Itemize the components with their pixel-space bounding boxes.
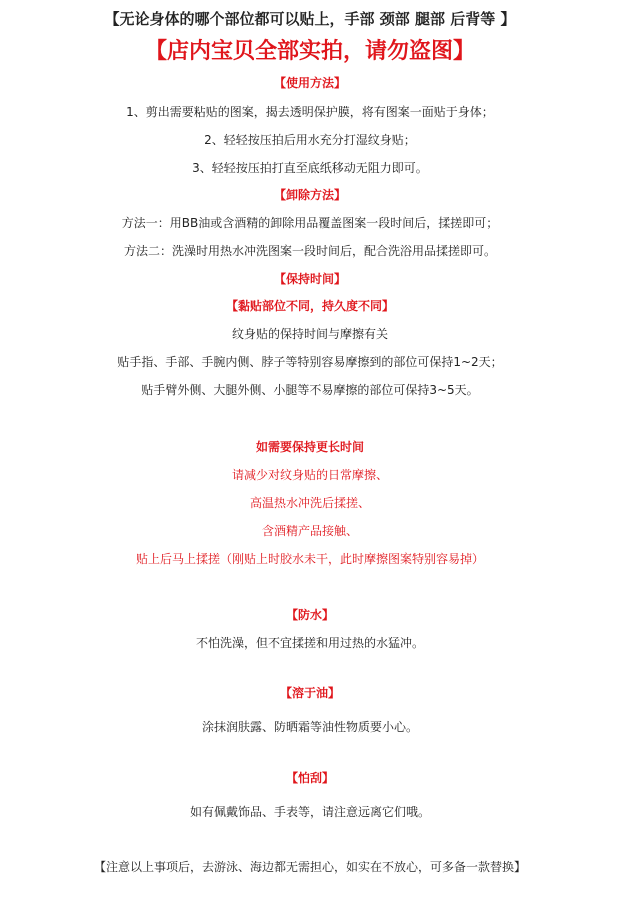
duration-heading: 【保持时间】 xyxy=(273,272,346,286)
usage-step-3: 3、轻轻按压拍打直至底纸移动无阻力即可。 xyxy=(192,161,428,175)
waterproof-heading: 【防水】 xyxy=(285,608,334,622)
longer-line-1: 请减少对纹身贴的日常摩擦、 xyxy=(231,468,388,482)
longer-line-3: 含酒精产品接触、 xyxy=(261,524,358,538)
waterproof-text: 不怕洗澡，但不宜揉搓和用过热的水猛冲。 xyxy=(195,636,424,650)
scratch-text: 如有佩戴饰品、手表等，请注意远离它们哦。 xyxy=(189,805,430,819)
removal-heading: 【卸除方法】 xyxy=(273,188,346,202)
footer-note: 【注意以上事项后，去游泳、海边都无需担心，如实在不放心，可多备一款替换】 xyxy=(93,860,526,874)
duration-subheading: 【黏贴部位不同，持久度不同】 xyxy=(225,299,394,313)
longer-line-2: 高温热水冲洗后揉搓、 xyxy=(249,496,370,510)
oil-heading: 【溶于油】 xyxy=(279,686,340,700)
duration-line-1: 纹身贴的保持时间与摩擦有关 xyxy=(231,327,388,341)
longer-line-4: 贴上后马上揉搓（刚贴上时胶水未干，此时摩擦图案特别容易掉） xyxy=(135,552,484,566)
scratch-heading: 【怕刮】 xyxy=(285,771,334,785)
top-note: 【无论身体的哪个部位都可以贴上，手部 颈部 腿部 后背等 】 xyxy=(104,10,516,28)
duration-line-3: 贴手臂外侧、大腿外侧、小腿等不易摩擦的部位可保持3~5天。 xyxy=(141,383,479,397)
removal-method-2: 方法二：洗澡时用热水冲洗图案一段时间后，配合洗浴用品揉搓即可。 xyxy=(123,244,496,258)
longer-heading: 如需要保持更长时间 xyxy=(255,440,364,454)
usage-step-2: 2、轻轻按压拍后用水充分打湿纹身贴； xyxy=(204,133,416,147)
usage-step-1: 1、剪出需要粘贴的图案，揭去透明保护膜，将有图案一面贴于身体； xyxy=(126,105,494,119)
banner-title: 【店内宝贝全部实拍，请勿盗图】 xyxy=(144,39,475,64)
duration-line-2: 贴手指、手部、手腕内侧、脖子等特别容易摩擦到的部位可保持1~2天； xyxy=(117,355,503,369)
oil-text: 涂抹润肤露、防晒霜等油性物质要小心。 xyxy=(201,720,418,734)
removal-method-1: 方法一：用BB油或含酒精的卸除用品覆盖图案一段时间后，揉搓即可； xyxy=(121,216,499,230)
usage-heading: 【使用方法】 xyxy=(273,76,346,90)
